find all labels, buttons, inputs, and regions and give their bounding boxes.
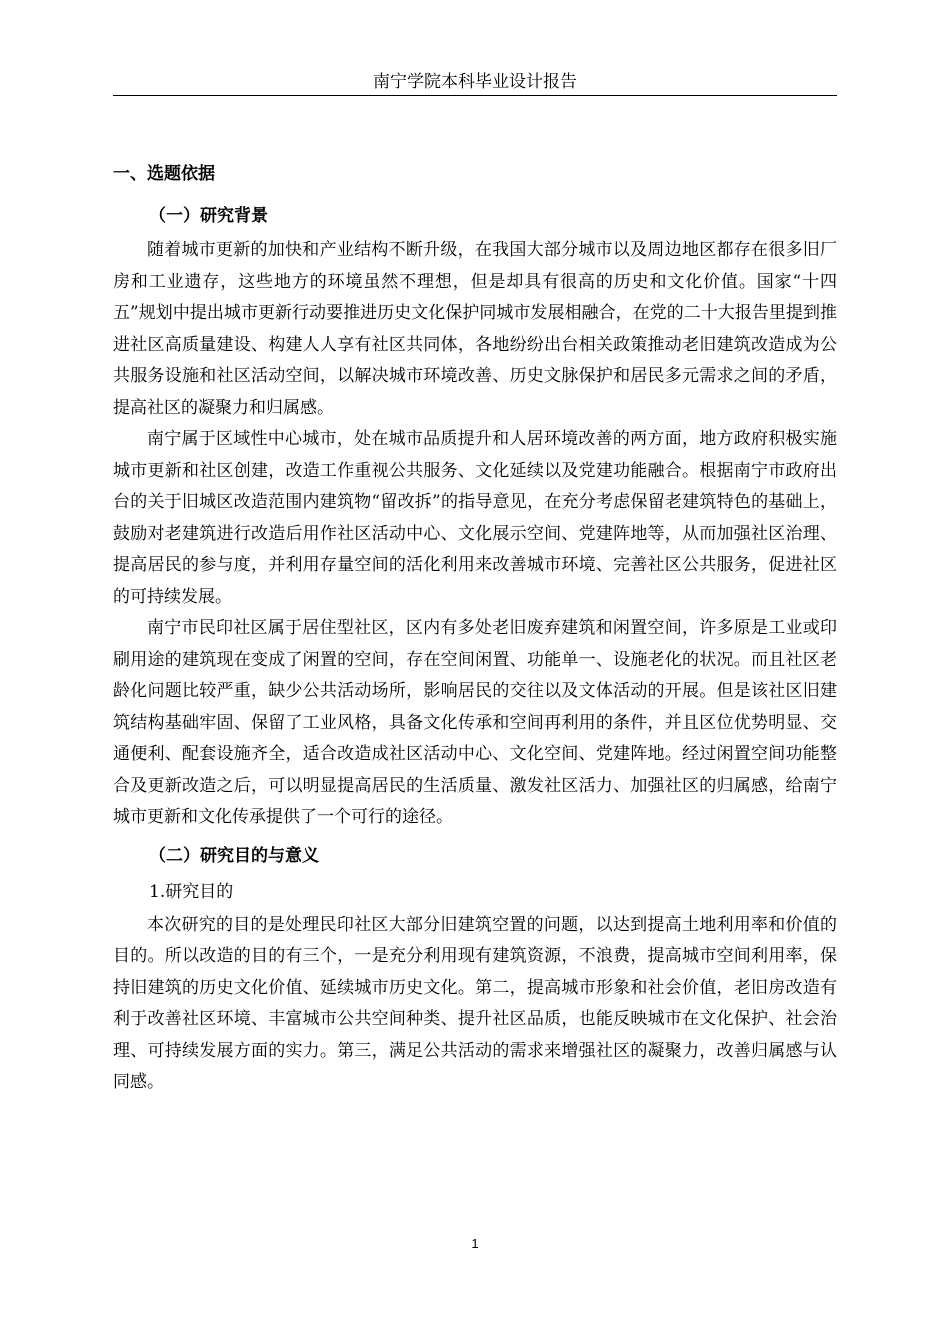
page-number: 1 — [471, 1236, 479, 1251]
header-rule — [113, 95, 837, 96]
section-heading: 一、选题依据 — [113, 164, 215, 184]
paragraph-background-2: 南宁属于区域性中心城市，处在城市品质提升和人居环境改善的两方面，地方政府积极实施城市更新和社区创建，改造工作重视公共服务、文化延续以及党建功能融合。根据南宁市政府出台的关于旧城区改造范围内建筑物“留改拆”的指导意见，在充分考虑保留老建筑特色的基础上，鼓励对老建筑进行改造后用作社区活动中心、文化展示空间、党建阵地等，从而加强社区治理、提高居民的参与度，并利用存量空间的活化利用来改善城市环境、完善社区公共服务，促进社区的可持续发展。 — [113, 429, 837, 607]
paragraph-purpose: 本次研究的目的是处理民印社区大部分旧建筑空置的问题，以达到提高土地利用率和价值的目的。所以改造的目的有三个，一是充分利用现有建筑资源，不浪费，提高城市空间利用率，保持旧建筑的历史文化价值、延续城市历史文化。第二，提高城市形象和社会价值，老旧房改造有利于改善社区环境、丰富城市公共空间种类、提升社区品质，也能反映城市在文化保护、社会治理、可持续发展方面的实力。第三，满足公共活动的需求来增强社区的凝聚力，改善归属感与认同感。 — [113, 914, 837, 1092]
document-body — [113, 158, 837, 1099]
subsection-heading-purpose: （二）研究目的与意义 — [149, 845, 319, 866]
item-heading-purpose: 1.研究目的 — [149, 881, 234, 902]
subsection-heading-background: （一）研究背景 — [149, 206, 268, 226]
paragraph-background-1: 随着城市更新的加快和产业结构不断升级，在我国大部分城市以及周边地区都存在很多旧厂房和工业遗存，这些地方的环境虽然不理想，但是却具有很高的历史和文化价值。国家“十四五”规划中提出城市更新行动要推进历史文化保护同城市发展相融合，在党的二十大报告里提到推进社区高质量建设、构建人人享有社区共同体，各地纷纷出台相关政策推动老旧建筑改造成为公共服务设施和社区活动空间，以解决城市环境改善、历史文脉保护和居民多元需求之间的矛盾，提高社区的凝聚力和归属感。 — [113, 240, 837, 418]
page-header: 南宁学院本科毕业设计报告 — [373, 72, 577, 92]
paragraph-background-3: 南宁市民印社区属于居住型社区，区内有多处老旧废弃建筑和闲置空间，许多原是工业或印刷用途的建筑现在变成了闲置的空间，存在空间闲置、功能单一、设施老化的状况。而且社区老龄化问题比较严重，缺少公共活动场所，影响居民的交往以及文体活动的开展。但是该社区旧建筑结构基础牢固、保留了工业风格，具备文化传承和空间再利用的条件，并且区位优势明显、交通便利、配套设施齐全，适合改造成社区活动中心、文化空间、党建阵地。经过闲置空间功能整合及更新改造之后，可以明显提高居民的生活质量、激发社区活力、加强社区的归属感，给南宁城市更新和文化传承提供了一个可行的途径。 — [113, 618, 837, 827]
